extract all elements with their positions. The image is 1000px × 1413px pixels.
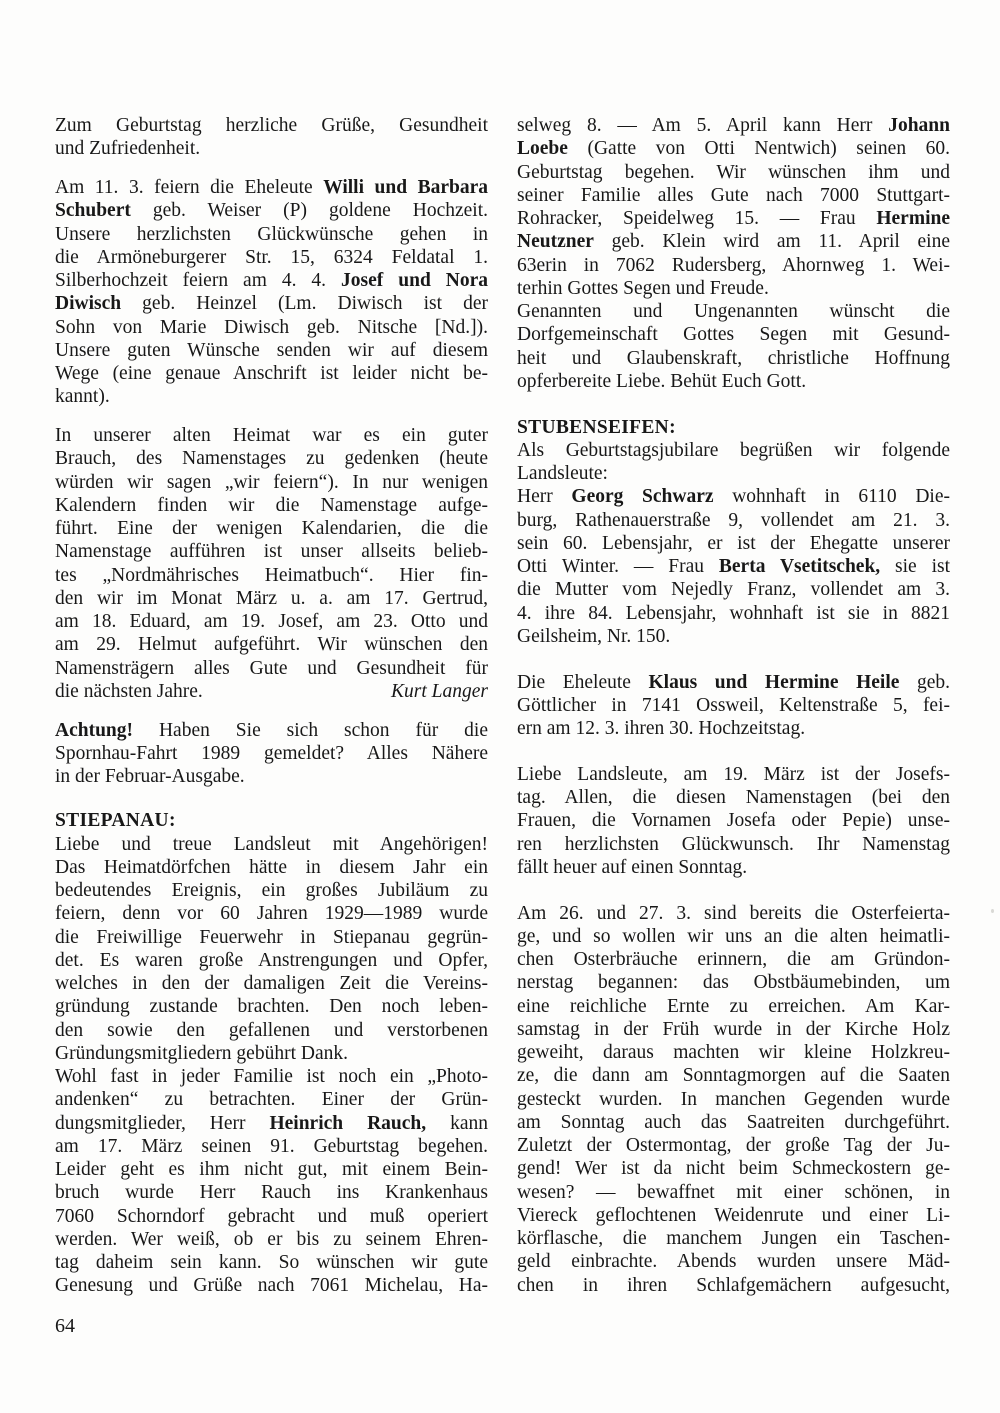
paragraph	[55, 424, 488, 703]
text-line: Herr Georg Schwarz wohnhaft in 6110 Die-	[517, 486, 950, 508]
text-line: bruch wurde Herr Rauch ins Krankenhaus	[55, 1182, 488, 1204]
text-line: Das Heimatdörfchen hätte in diesem Jahr ein	[55, 856, 488, 878]
text-line: Unsere herzlichsten Glückwünsche gehen in	[55, 223, 488, 245]
text-line: Leider geht es ihm nicht gut, mit einem Bein-	[55, 1159, 488, 1180]
text-line: gesteckt wurden. In manchen Gegenden wurde	[517, 1088, 950, 1110]
text-column-left	[55, 114, 488, 1298]
text-line: am 18. Eduard, am 19. Josef, am 23. Otto und	[55, 611, 488, 632]
text-line: geld einbrachte. Abends wurden unsere Mäd-	[517, 1251, 950, 1273]
text-line: Liebe Landsleute, am 19. März ist der Josefs-	[517, 763, 950, 785]
text-line: und Zufriedenheit.	[55, 138, 201, 160]
text-line: Wohl fast in jeder Familie ist noch ein „Photo-	[55, 1066, 488, 1087]
paragraph	[55, 176, 488, 409]
text-line: terhin Gottes Segen und Freude.	[517, 277, 769, 299]
paragraph	[517, 763, 950, 879]
paragraph	[517, 439, 950, 648]
text-line: bedeutendes Ereignis, ein großes Jubiläum zu	[55, 880, 488, 901]
text-line: Geburtstag begehen. Wir wünschen ihm und	[517, 161, 950, 183]
text-line: am 17. März seinen 91. Geburtstag begehen.	[55, 1135, 488, 1157]
text-line: am 29. Helmut aufgeführt. Wir wünschen den	[55, 634, 488, 656]
text-line: würden wir sagen „wir feiern“). In nur wenigen	[55, 471, 488, 493]
text-line: welches in den der damaligen Zeit die Vereins-	[55, 973, 488, 994]
text-line: Sohn von Marie Diwisch geb. Nitsche [Nd.]).	[55, 316, 488, 338]
text-line: Silberhochzeit feiern am 4. 4. Josef und Nora	[55, 270, 489, 291]
text-line: Frauen, die Vornamen Josefa oder Pepie) unse-	[517, 810, 950, 832]
text-line: Diwisch geb. Heinzel (Lm. Diwisch ist der	[55, 293, 488, 315]
text-line: Am 11. 3. feiern die Eheleute Willi und Barbara	[55, 177, 489, 198]
text-line: Zum Geburtstag herzliche Grüße, Gesundheit	[55, 115, 488, 136]
text-line: fällt heuer auf einen Sonntag.	[517, 856, 748, 878]
text-line: 63erin in 7062 Rudersberg, Ahornweg 1. Wei-	[517, 254, 950, 276]
text-line: ern am 12. 3. ihren 30. Hochzeitstag.	[517, 718, 806, 739]
text-line: werden. Wer weiß, ob er bis zu seinem Ehren-	[55, 1228, 488, 1250]
text-line: die nächsten Jahre. Kurt Langer	[55, 680, 488, 702]
text-line: Landsleute:	[517, 463, 608, 484]
text-line: burg, Rathenauerstraße 9, vollendet am 21. 3.	[517, 509, 950, 531]
text-line: Schubert geb. Weiser (P) goldene Hochzeit.	[55, 200, 488, 222]
text-line: Kalendern finden wir die Namenstage aufge-	[55, 494, 488, 516]
paragraph	[517, 902, 950, 1297]
text-line: Neutzner geb. Klein wird am 11. April eine	[517, 231, 950, 253]
text-line: Dorfgemeinschaft Gottes Segen mit Gesund-	[517, 324, 950, 346]
text-line: det. Es waren große Anstrengungen und Opfer,	[55, 949, 488, 971]
text-line: heit und Glaubenskraft, christliche Hoffnung	[517, 347, 950, 369]
author-signature: Kurt Langer	[391, 680, 488, 702]
text-line: Wege (eine genaue Anschrift ist leider nicht be-	[55, 363, 488, 384]
text-line: In unserer alten Heimat war es ein guter	[55, 425, 488, 446]
text-line: Zuletzt der Ostermontag, der große Tag der Ju-	[517, 1135, 950, 1156]
text-line: STUBENSEIFEN:	[517, 416, 676, 438]
text-line: den sowie den gefallenen und verstorbenen	[55, 1019, 488, 1041]
section-heading	[517, 416, 950, 439]
text-line: tag daheim sein kann. So wünschen wir gute	[55, 1252, 488, 1273]
text-line: gend! Wer ist da nicht beim Schmeckostern ge-	[517, 1158, 950, 1180]
text-line: körflasche, die manchem Jungen ein Taschen-	[517, 1228, 950, 1249]
text-line: chen Osterbräuche erinnern, die am Gründon-	[517, 949, 950, 970]
text-column-right	[517, 114, 950, 1297]
text-line: dungsmitglieder, Herr Heinrich Rauch, kann	[55, 1112, 488, 1134]
text-line: am Sonntag auch das Saatreiten durchgeführt.	[517, 1111, 950, 1133]
text-line: eine reichliche Ernte zu erreichen. Am Kar-	[517, 995, 950, 1017]
text-line: ge, und so wollen wir uns an die alten heimatli-	[517, 925, 950, 947]
text-line: Brauch, des Namenstages zu gedenken (heute	[55, 448, 488, 470]
text-line: Namenstage aufführen ist unser allseits belieb-	[55, 541, 488, 563]
paragraph	[517, 671, 950, 741]
text-line: tag. Allen, die diesen Namenstagen (bei den	[517, 787, 950, 808]
text-line: in der Februar-Ausgabe.	[55, 766, 245, 787]
text-line: Als Geburtstagsjubilare begrüßen wir folgende	[517, 439, 950, 461]
text-line: nerstag begannen: das Obstbäumebinden, um	[517, 972, 950, 994]
text-line: Achtung! Haben Sie sich schon für die	[55, 719, 488, 741]
text-line: STIEPANAU:	[55, 810, 176, 832]
text-line: Viereck geflochtenen Weidenrute und einer Li-	[517, 1204, 950, 1226]
text-line: Geilsheim, Nr. 150.	[517, 625, 671, 647]
text-line: sein 60. Lebensjahr, er ist der Ehegatte unserer	[517, 532, 950, 554]
text-line: Göttlicher in 7141 Ossweil, Keltenstraße 5, fei-	[517, 694, 950, 716]
page-number: 64	[55, 1315, 75, 1337]
paragraph	[517, 114, 950, 393]
text-line: 4. ihre 84. Lebensjahr, wohnhaft ist sie in 8821	[517, 602, 950, 624]
text-line: Liebe und treue Landsleut mit Angehörigen!	[55, 833, 488, 855]
text-line: Spornhau-Fahrt 1989 gemeldet? Alles Nähere	[55, 742, 488, 764]
text-line: 7060 Schorndorf gebracht und muß operiert	[55, 1205, 488, 1227]
text-line: wesen? — bewaffnet mit einer schönen, in	[517, 1181, 950, 1203]
text-line: Otti Winter. — Frau Berta Vsetitschek, sie ist	[517, 556, 951, 577]
text-line: Genesung und Grüße nach 7061 Michelau, Ha-	[55, 1275, 488, 1297]
text-line: seiner Familie alles Gute nach 7000 Stuttgart-	[517, 184, 950, 206]
text-line: andenken“ zu betrachten. Einer der Grün-	[55, 1089, 488, 1111]
text-line: tes „Nordmährisches Heimatbuch“. Hier fin-	[55, 564, 488, 586]
text-line: Unsere guten Wünsche senden wir auf diesem	[55, 339, 488, 361]
text-line: opferbereite Liebe. Behüt Euch Gott.	[517, 370, 807, 392]
text-line: führt. Eine der wenigen Kalendarien, die die	[55, 518, 488, 539]
text-line: feiern, denn vor 60 Jahren 1929—1989 wurde	[55, 903, 488, 925]
text-line: samstag in der Früh wurde in der Kirche Holz	[517, 1018, 950, 1040]
text-line: Loebe (Gatte von Otti Nentwich) seinen 60.	[517, 138, 950, 160]
text-line: ren herzlichsten Glückwunsch. Ihr Namenstag	[517, 833, 950, 855]
section-heading	[55, 809, 488, 832]
text-line: Gründungsmitgliedern gebührt Dank.	[55, 1042, 348, 1064]
scan-speck	[991, 909, 994, 913]
text-line: Die Eheleute Klaus und Hermine Heile geb.	[517, 671, 950, 693]
text-line: die Armöneburgerer Str. 15, 6324 Feldatal 1.	[55, 246, 488, 268]
text-line: Rohracker, Speidelweg 15. — Frau Hermine	[517, 208, 950, 229]
text-line: den wir im Monat März u. a. am 17. Gertrud,	[55, 587, 488, 609]
text-line: gründung zustande brachten. Den noch leben-	[55, 996, 488, 1018]
paragraph	[55, 114, 488, 161]
text-line: die Freiwillige Feuerwehr in Stiepanau gegrün-	[55, 926, 488, 948]
text-line: Am 26. und 27. 3. sind bereits die Osterfeierta-	[517, 902, 950, 924]
paragraph	[55, 719, 488, 789]
text-line: chen in ihren Schlafgemächern aufgesucht,	[517, 1274, 950, 1296]
text-line: selweg 8. — Am 5. April kann Herr Johann	[517, 115, 950, 136]
paragraph	[55, 833, 488, 1298]
text-line: ze, die dann am Sonntagmorgen auf die Saaten	[517, 1065, 950, 1087]
text-line: Namensträgern alles Gute und Gesundheit für	[55, 657, 488, 679]
text-line: geweiht, daraus machten wir kleine Holzkreu-	[517, 1042, 950, 1063]
text-line: kannt).	[55, 386, 110, 408]
text-line: die Mutter vom Nejedly Franz, vollendet am 3.	[517, 579, 950, 601]
text-line: Genannten und Ungenannten wünscht die	[517, 301, 950, 322]
